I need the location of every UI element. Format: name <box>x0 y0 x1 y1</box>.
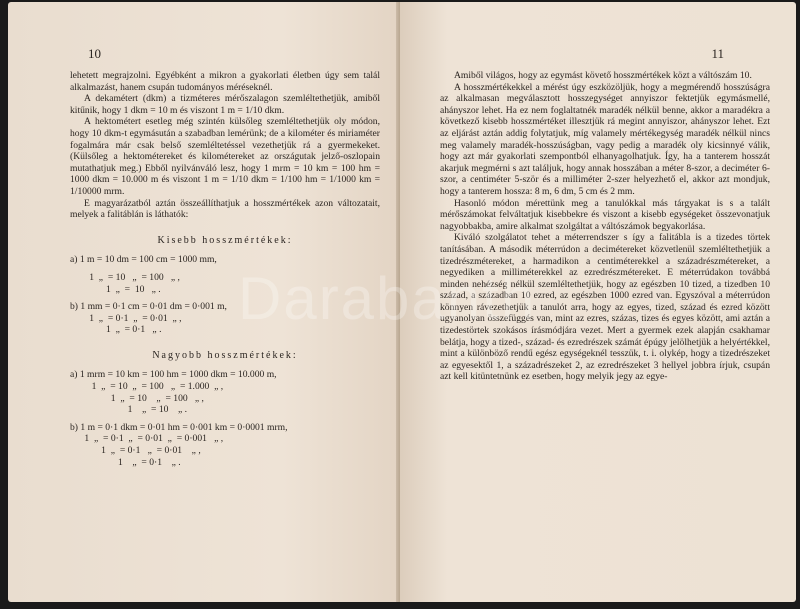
right-page <box>400 2 796 602</box>
equation-line: 1 „ = 10 „ = 100 „ , <box>70 271 180 283</box>
paragraph: Amiből világos, hogy az egymást követő hosszmértékek közt a váltószám 10. <box>454 70 752 81</box>
equation-line: a) 1 mrm = 10 km = 100 hm = 1000 dkm = 10.000 m, <box>70 369 277 381</box>
paragraph: A hektométert esetleg még szintén külsőleg szemléltethetjük oly módon, hogy 10 dkm-t egymásután a szabadban lemérünk; de a kilométer és miriaméter fogalmára már csak belső szemléltetéssel vezethetjük rá a gyermekeket. (Külsőleg a hektométereket és kilométereket az országutak jelző-oszlopain mutathatjuk meg.) Ebből nyilvánváló lesz, hogy 1 mrm = 10 km = 100 hm = 1000 dkm = 10.000 m és viszont 1 m = 1/10 dkm = 1/100 hm = 1/1000 km = 1/10000 mrm. <box>70 116 380 197</box>
left-page-text <box>70 70 380 468</box>
right-page-text <box>440 70 770 383</box>
equation-line: b) 1 mm = 0·1 cm = 0·01 dm = 0·001 m, <box>70 301 227 313</box>
equation-line: 1 „ = 10 „ = 100 „ = 1.000 „ , <box>70 381 224 393</box>
left-page <box>8 2 400 602</box>
equation-line: 1 „ = 0·1 „ = 0·01 „ , <box>70 445 201 457</box>
paragraph: lehetett megrajzolni. Egyébként a mikron a gyakorlati életben úgy sem talál alkalmazást, hanem csupán tudományos méréseknél. <box>70 70 380 93</box>
page-number-left: 10 <box>88 46 101 61</box>
equation-line: 1 „ = 0·1 „ = 0·01 „ , <box>70 312 182 324</box>
equation-line: 1 „ = 10 „ . <box>70 404 188 416</box>
open-book <box>8 2 796 606</box>
paragraph: Hasonló módon mérettünk meg a tanulókkal más tárgyakat is s a talált mérőszámokat felváltatjuk kisebbekre és viszont a kisebb egységeket összevonatjuk nagyobbakba, amire alkalmat szolgáltat a váltószámok begyakorlása. <box>440 197 770 232</box>
paragraph: A dekamétert (dkm) a tizméteres mérőszalagon szemléltethetjük, amiből kitűnik, hogy 1 dkm = 10 m és viszont 1 m = 1/10 dkm. <box>70 93 380 116</box>
heading-large-units: Nagyobb hosszmértékek: <box>152 349 298 361</box>
equation-line: 1 „ = 0·1 „ = 0·01 „ = 0·001 „ , <box>70 433 224 445</box>
watermark-text: Darabanth <box>238 265 537 332</box>
equation-line: a) 1 m = 10 dm = 100 cm = 1000 mm, <box>70 254 217 266</box>
equation-line: 1 „ = 0·1 „ . <box>70 456 181 468</box>
paragraph: E magyarázatból aztán összeállíthatjuk a hosszmértékek azon változatait, melyek a falitáblán is láthatók: <box>70 197 380 221</box>
paragraph: Kiváló szolgálatot tehet a méterrendszer s így a falitábla is a tizedes törtek tanításában. A második méterrúdon a decimétereket közvetlenül szemléltethetjük a tizedrészmétereket, a harmadikon a centiméterekkel a századrészmétereket, a negyediken a milliméterekkel az ezredrészmétereket. E méterrúdakon továbbá minden nehézség nélkül szemléltethetjük, hogy az egészben 10 tized, a tizedben 10 század, a században 10 ezred, az egészben 1000 ezred van. Egyszóval a méterrúdon könnyen rávezethetjük a tanulót arra, hogy az egyes, tized, század és ezred között ugyanolyan összefüggés van, mint az ezres, százas, tizes és egyes között, ami aztán a tizedestörtek szokásos írásmódjára vezet. Mert a gyermek ezek alapján csakhamar belátja, hogy a tized-, század- és ezredrészek számát épúgy jelölhetjük a helyértékkel, mint a különböző rendű egész egységeknél tesszük, t. i. olykép, hogy a tizedrészeket az egyesektől 1, a századrészeket 2, az ezredrészeket 3 hellyel jobbra írjuk, csupán azt kell kitüntetnünk ez esetben, hogy melyik jegy az egye- <box>440 232 770 383</box>
equation-line: 1 „ = 0·1 „ . <box>70 324 162 336</box>
page-number-right: 11 <box>711 46 724 61</box>
paragraph: A hosszmértékekkel a mérést úgy eszközöljük, hogy a megmérendő hosszúságra az alkalmasan megválasztott hosszegységet annyiszor fektetjük egymásmellé, ahányszor lehet. Ha ez nem foglaltatnék maradék nélkül benne, akkor a maradékra a következő kisebb hosszmértéket illesztjük rá megint annyiszor, ahányszor lehet. Ezt az eljárást aztán addig folytatjuk, míg valamely mértékegység maradék nélkül nincs meg valamely maradék-hosszúságban, vagy pedig a maradék oly kicsinnyé válik, hogy azt már gyakorlati szempontból elhanyagolhatjuk. Így, ha a tanterem hosszát akarjuk megmérni s azt találjuk, hogy annak hosszában a méter 8-szor, a deciméter 6-szor, a centiméter 5-ször és a milliméter 2-szer helyezhető el, akkor azt mondjuk, hogy a tanterem hossza: 8 m, 6 dm, 5 cm és 2 mm. <box>440 81 770 197</box>
equation-line: 1 „ = 10 „ . <box>70 283 161 295</box>
heading-small-units: Kisebb hosszmértékek: <box>157 234 293 246</box>
equation-line: b) 1 m = 0·1 dkm = 0·01 hm = 0·001 km = 0·0001 mrm, <box>70 421 288 433</box>
equation-line: 1 „ = 10 „ = 100 „ , <box>70 392 204 404</box>
